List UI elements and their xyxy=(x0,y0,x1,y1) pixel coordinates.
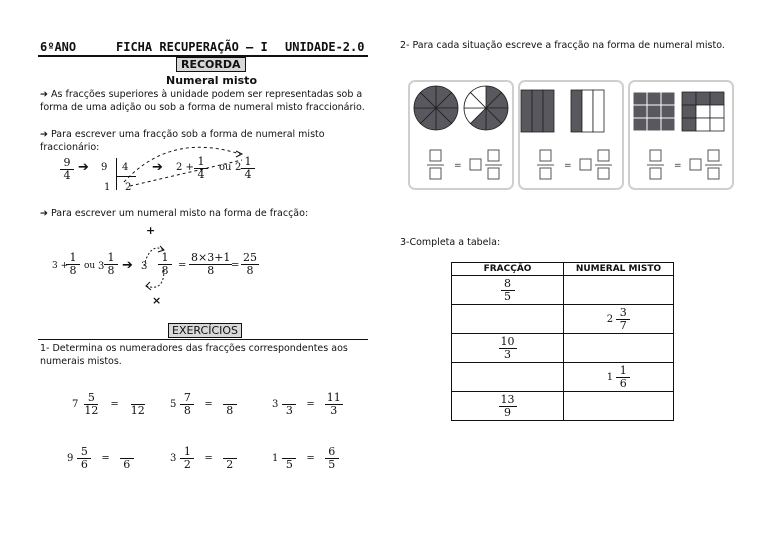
grid-cell xyxy=(696,105,710,118)
numerator: 10 xyxy=(500,334,515,348)
grid-cell xyxy=(647,105,661,118)
denominator: 3 xyxy=(504,347,511,361)
table-row xyxy=(452,363,674,392)
exercise-item xyxy=(170,392,237,417)
mixed-whole: 3 xyxy=(98,261,105,272)
point1-label: Para escrever uma fracção sob a forma de numeral misto fraccionário: xyxy=(40,129,325,153)
grid-cell xyxy=(633,118,647,131)
section-subtitle: Numeral misto xyxy=(166,74,258,87)
denominator-box xyxy=(650,168,661,179)
division-dividend: 9 xyxy=(101,162,108,173)
exercise-rule xyxy=(38,339,368,340)
arrow-icon: ➔ xyxy=(78,160,89,175)
division-divisor: 4 xyxy=(122,162,129,173)
whole-box xyxy=(470,159,481,170)
arrow-icon: ➔ xyxy=(152,160,163,175)
fraction-pictures xyxy=(408,80,738,192)
bar-part xyxy=(582,90,593,132)
bar-part xyxy=(593,90,604,132)
grid-cell xyxy=(661,92,675,105)
point2-text xyxy=(40,207,365,220)
equals-sign: = xyxy=(306,399,315,410)
expression-fraction: $\frac{8\times 3+1}{8}$ xyxy=(191,251,231,277)
denominator: 6 xyxy=(619,376,627,390)
mixed-fraction: $\frac{1}{4}$ xyxy=(241,156,255,181)
numerator: 5 xyxy=(84,392,98,405)
numerator: 6 xyxy=(325,446,339,459)
question1-text: 1- Determina os numeradores das fracções correspondentes aos numerais mistos. xyxy=(40,343,348,367)
denominator: 6 xyxy=(123,458,131,471)
equals-sign: = xyxy=(204,453,213,464)
grid-cell xyxy=(696,92,710,105)
denominator: 3 xyxy=(285,404,293,417)
equals-sign: = xyxy=(110,399,119,410)
equals-sign: = xyxy=(204,399,213,410)
numerator-box xyxy=(488,150,499,161)
intro-label: As fracções superiores à unidade podem ser representadas sob a forma de uma adição ou sob a forma de numeral misto fraccionário. xyxy=(40,89,365,113)
arrow-icon: ➔ xyxy=(40,208,48,219)
denominator: 5 xyxy=(504,289,511,303)
arrow-icon: ➔ xyxy=(40,129,48,140)
bar-part xyxy=(571,90,582,132)
fraction-value xyxy=(499,394,517,419)
grid-cell xyxy=(710,92,724,105)
mixed-whole: 2 xyxy=(235,162,242,173)
denominator-box xyxy=(598,168,609,179)
grade-label: 6ºANO xyxy=(40,40,77,54)
result-fraction: $\frac{25}{8}$ xyxy=(243,251,257,277)
numerator-box xyxy=(430,150,441,161)
exercise-item xyxy=(170,446,237,471)
denominator: 2 xyxy=(226,458,234,471)
numerator: 7 xyxy=(180,392,194,405)
mixed-whole: 3 xyxy=(170,453,177,464)
question3-text: 3-Completa a tabela: xyxy=(400,237,501,248)
equals-sign: = xyxy=(564,161,572,171)
times-sign: × xyxy=(152,294,162,307)
answer-fraction[interactable] xyxy=(129,392,147,417)
denominator: 7 xyxy=(619,318,627,332)
exercise-item xyxy=(72,392,147,417)
fraction-cell[interactable] xyxy=(452,363,564,392)
mixed-whole: 3 xyxy=(141,261,148,272)
answer-fraction[interactable] xyxy=(223,392,237,417)
dashed-arrows xyxy=(138,236,178,300)
table-row xyxy=(452,276,674,305)
arrow-icon: ➔ xyxy=(122,258,133,273)
denominator: 5 xyxy=(285,458,293,471)
numerator-box xyxy=(598,150,609,161)
grid-cell xyxy=(710,105,724,118)
sum-fraction: $\frac{1}{8}$ xyxy=(66,252,80,277)
dashed-arrows xyxy=(110,142,260,192)
grid-cell xyxy=(647,118,661,131)
denominator-box xyxy=(488,168,499,179)
mixed-fraction xyxy=(616,307,630,332)
whole-box xyxy=(580,159,591,170)
fraction-cell[interactable] xyxy=(452,305,564,334)
denominator-box xyxy=(708,168,719,179)
fraction-value xyxy=(499,336,517,361)
whole-box xyxy=(690,159,701,170)
mixed-fraction xyxy=(282,392,296,417)
arrow-icon: ➔ xyxy=(40,89,48,100)
division-remainder: 1 xyxy=(104,182,111,193)
equals-sign: = xyxy=(454,161,462,171)
exercise-item xyxy=(272,392,343,417)
fraction-cell xyxy=(452,276,564,305)
bar-part xyxy=(543,90,554,132)
numerator: 13 xyxy=(500,392,515,406)
mixed-fraction xyxy=(77,446,91,471)
denominator: 2 xyxy=(183,458,191,471)
table-header: FRACÇÃO xyxy=(452,263,564,276)
denominator: 8 xyxy=(183,404,191,417)
grid-cell xyxy=(682,92,696,105)
denominator: 5 xyxy=(328,458,336,471)
equals-sign: = xyxy=(306,453,315,464)
exercise-item xyxy=(67,446,134,471)
grid-cell xyxy=(696,118,710,131)
mixed-cell xyxy=(564,363,674,392)
grid-cell xyxy=(661,105,675,118)
answer-fraction[interactable] xyxy=(325,392,343,417)
table-row xyxy=(452,305,674,334)
mixed-fraction xyxy=(282,446,296,471)
intro-text xyxy=(40,88,365,114)
numerator-box xyxy=(650,150,661,161)
table-row xyxy=(452,334,674,363)
grid-cell xyxy=(661,118,675,131)
question2-text: 2- Para cada situação escreve a fracção na forma de numeral misto. xyxy=(400,40,725,51)
answer-fraction[interactable] xyxy=(325,446,339,471)
example1-fraction: $\frac{9}{4}$ xyxy=(60,157,74,182)
answer-fraction[interactable] xyxy=(120,446,134,471)
mixed-fraction xyxy=(616,365,630,390)
sum-fraction: $\frac{1}{4}$ xyxy=(194,156,208,181)
denominator: 12 xyxy=(130,404,145,417)
mixed-whole: 2 xyxy=(606,313,617,325)
mixed-fraction xyxy=(82,392,100,417)
fraction-value xyxy=(501,278,515,303)
numerator: 3 xyxy=(616,307,630,320)
denominator: 3 xyxy=(330,404,338,417)
mixed-whole: 5 xyxy=(170,399,177,410)
mixed-whole: 3 xyxy=(272,399,279,410)
grid-cell xyxy=(633,92,647,105)
mixed-whole: 9 xyxy=(67,453,74,464)
mixed-whole: 1 xyxy=(272,453,279,464)
equals-sign: = xyxy=(178,260,187,271)
mixed-fraction xyxy=(180,392,194,417)
mixed-fraction: $\frac{1}{8}$ xyxy=(158,252,172,277)
or-label: ou xyxy=(84,261,96,271)
table-header: NUMERAL MISTO xyxy=(564,263,674,276)
sum-label: 3 + xyxy=(52,261,69,271)
division-quotient: 2 xyxy=(125,182,132,193)
grid-cell xyxy=(682,105,696,118)
grid-cell xyxy=(633,105,647,118)
equals-sign: = xyxy=(231,260,240,271)
denominator-box xyxy=(540,168,551,179)
mixed-fraction: $\frac{1}{8}$ xyxy=(104,252,118,277)
numerator-box xyxy=(540,150,551,161)
mixed-cell[interactable] xyxy=(564,392,674,421)
denominator: 8 xyxy=(226,404,234,417)
bar-part xyxy=(532,90,543,132)
grid-cell xyxy=(710,118,724,131)
or-label: ou xyxy=(219,162,232,173)
answer-fraction[interactable] xyxy=(223,446,237,471)
unit-label: UNIDADE-2.0 xyxy=(285,40,365,54)
exercise-item xyxy=(272,446,339,471)
fraction-cell xyxy=(452,334,564,363)
fraction-table xyxy=(451,262,674,421)
mixed-cell xyxy=(564,305,674,334)
numerator: 8 xyxy=(501,278,515,291)
numerator: 5 xyxy=(77,446,91,459)
equals-sign: = xyxy=(101,453,110,464)
grid-cell xyxy=(647,92,661,105)
equals-sign: = xyxy=(674,161,682,171)
sheet-title: FICHA RECUPERAÇÃO – I xyxy=(116,40,268,54)
numerator: 11 xyxy=(326,391,341,404)
recorda-label: RECORDA xyxy=(176,57,246,72)
numerator-box xyxy=(708,150,719,161)
denominator: 9 xyxy=(504,405,511,419)
grid-cell xyxy=(682,118,696,131)
mixed-fraction xyxy=(180,446,194,471)
mixed-cell[interactable] xyxy=(564,276,674,305)
bar-part xyxy=(521,90,532,132)
exercicios-label: EXERCÍCIOS xyxy=(168,323,242,338)
numerator: 1 xyxy=(616,365,630,378)
point2-label: Para escrever um numeral misto na forma de fracção: xyxy=(51,208,309,219)
mixed-cell[interactable] xyxy=(564,334,674,363)
mixed-whole: 7 xyxy=(72,399,79,410)
table-row xyxy=(452,392,674,421)
denominator: 12 xyxy=(84,404,99,417)
mixed-whole: 1 xyxy=(606,371,617,383)
plus-sign: + xyxy=(146,224,156,237)
denominator-box xyxy=(430,168,441,179)
sum-label: 2 + xyxy=(176,162,194,173)
denominator: 6 xyxy=(80,458,88,471)
fraction-cell xyxy=(452,392,564,421)
numerator: 1 xyxy=(180,446,194,459)
